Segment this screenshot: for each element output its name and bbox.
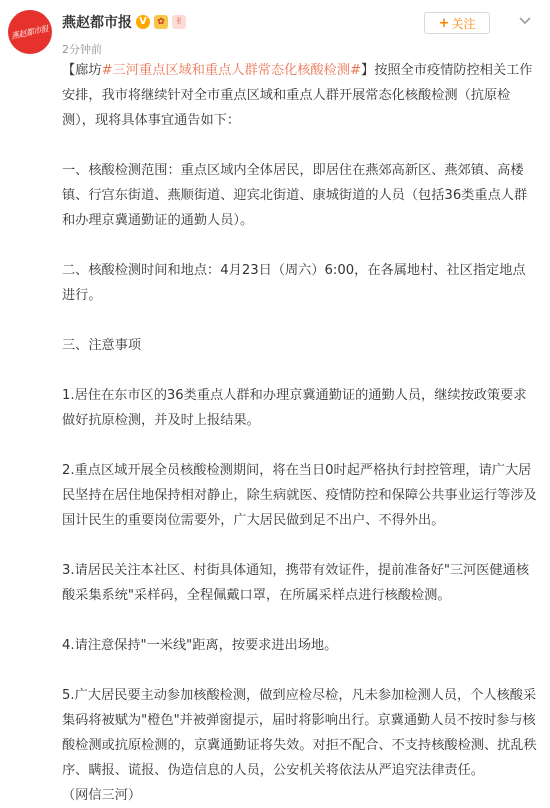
note-5: 5.广大居民要主动参加核酸检测，做到应检尽检，凡未参加检测人员，个人核酸采集码将被赋为"橙色"并被弹窗提示，届时将影响出行。京冀通勤人员不按时参与核酸检测或抗原检测的，京冀通勤证将失效。对拒不配合、不支持核酸检测、扰乱秩序、瞒报、谎报、伪造信息的人员，公安机关将依法从严追究法律责任。: [62, 688, 537, 778]
more-button[interactable]: [516, 14, 534, 28]
avatar-logo-text: 燕赵都市报: [10, 23, 50, 41]
user-name-row: [62, 12, 186, 32]
verified-v-icon: V: [136, 15, 150, 29]
note-3: 3.请居民关注本社区、村街具体通知，携带有效证件，提前准备好"三河医健通核酸采集系统"采样码，全程佩戴口罩，在所属采样点进行核酸检测。: [62, 563, 530, 603]
post-body: [62, 58, 538, 808]
user-name[interactable]: 燕赵都市报: [62, 15, 132, 31]
note-1: 1.居住在东市区的36类重点人群和办理京冀通勤证的通勤人员，继续按政策要求做好抗原检测，并及时上报结果。: [62, 388, 527, 428]
avatar[interactable]: [8, 10, 52, 54]
section-notes-title: 三、注意事项: [62, 338, 142, 353]
section-time-place: 二、核酸检测时间和地点：4月23日（周六）6:00，在各属地村、社区指定地点进行。: [62, 263, 526, 303]
post-time[interactable]: 2分钟前: [62, 43, 102, 56]
badge-icon: ✿: [154, 15, 168, 29]
section-scope: 一、核酸检测范围：重点区域内全体居民，即居住在燕郊高新区、燕郊镇、高楼镇、行宫东街道、燕顺街道、迎宾北街道、康城街道的人员（包括36类重点人群和办理京冀通勤证的通勤人员）。: [62, 163, 528, 228]
follow-label: 关注: [451, 16, 476, 31]
post-header: [0, 0, 550, 60]
post-source: （网信三河）: [62, 788, 142, 803]
topic-link[interactable]: #三河重点区域和重点人群常态化核酸检测#: [101, 63, 362, 78]
post-prefix: 【廊坊: [62, 63, 102, 78]
note-2: 2.重点区域开展全员核酸检测期间，将在当日0时起严格执行封控管理，请广大居民坚持在居住地保持相对静止，除生病就医、疫情防控和保障公共事业运行等涉及国计民生的重要岗位需要外，广大居民做到足不出户、不得外出。: [62, 463, 537, 528]
fan-badge-icon: ✌: [172, 15, 186, 29]
post-intro: [62, 58, 538, 133]
plus-icon: +: [438, 15, 450, 31]
follow-button[interactable]: [424, 12, 490, 34]
chevron-down-icon: [519, 17, 531, 25]
note-4: 4.请注意保持"一米线"距离，按要求进出场地。: [62, 638, 338, 653]
intro-text: 】按照全市疫情防控相关工作安排，我市将继续针对全市重点区域和重点人群开展常态化核酸检测（抗原检测），现将具体事宜通告如下：: [62, 63, 533, 128]
